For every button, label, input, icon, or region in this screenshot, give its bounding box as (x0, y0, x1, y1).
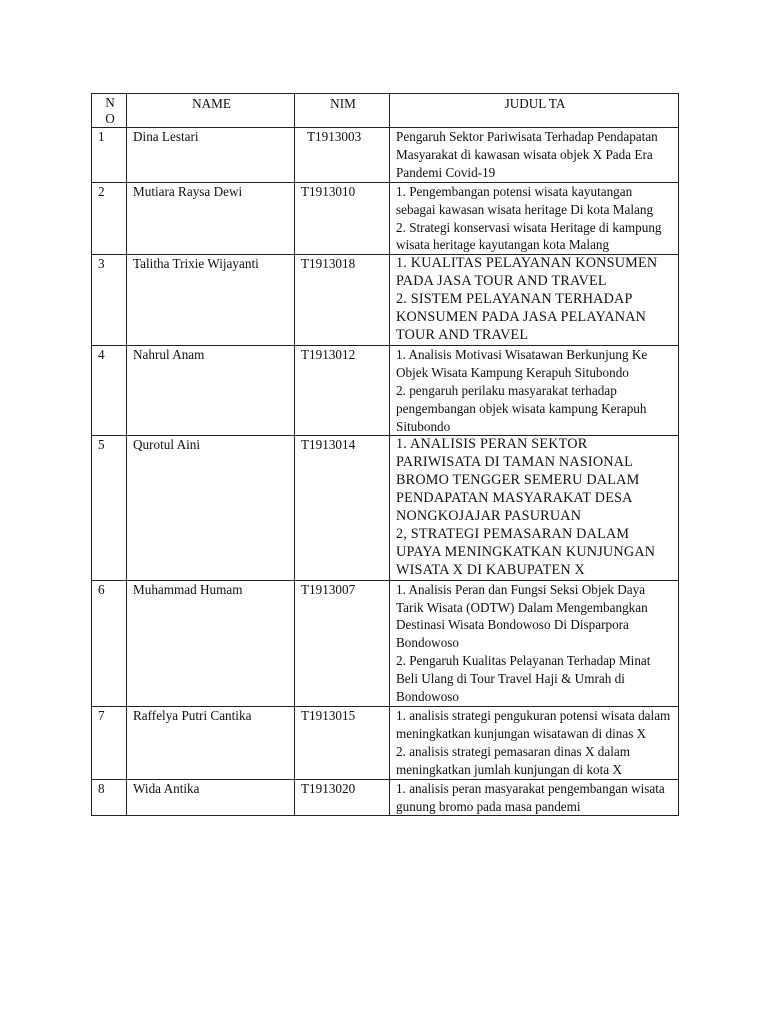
row-name: Mutiara Raysa Dewi (127, 182, 295, 255)
header-no-line2: O (105, 111, 115, 126)
title-item: 1. analisis strategi pengukuran potensi wisata dalam meningkatkan kunjungan wisatawan di dinas X (396, 708, 671, 741)
row-name: Wida Antika (127, 779, 295, 816)
table-row (92, 182, 679, 255)
title-item: 1. analisis peran masyarakat pengembangan wisata gunung bromo pada masa pandemi (396, 780, 665, 814)
row-title (390, 255, 679, 346)
row-name: Dina Lestari (127, 128, 295, 183)
row-nim: T1913007 (295, 580, 390, 706)
row-nim: T1913015 (295, 707, 390, 780)
row-nim: T1913018 (295, 255, 390, 346)
header-name: NAME (127, 94, 295, 128)
row-nim: T1913010 (295, 182, 390, 255)
row-title (390, 779, 679, 816)
row-title (390, 345, 679, 436)
title-item: 2. Pengaruh Kualitas Pelayanan Terhadap Minat Beli Ulang di Tour Travel Haji & Umrah di Bondowoso (396, 653, 651, 705)
row-no: 4 (92, 345, 127, 436)
table-row (92, 255, 679, 346)
table-row (92, 436, 679, 580)
header-no (92, 94, 127, 128)
title-item: 1. Analisis Peran dan Fungsi Seksi Objek Daya Tarik Wisata (ODTW) Dalam Mengembangkan Destinasi Wisata Bondowoso Di Disparpora Bondowoso (396, 581, 648, 651)
row-nim: T1913012 (295, 345, 390, 436)
title-item: 2. analisis strategi pemasaran dinas X dalam meningkatkan jumlah kunjungan di kota X (396, 743, 631, 777)
row-nim: T1913003 (295, 128, 390, 183)
table-row (92, 779, 679, 816)
title-item: Pengaruh Sektor Pariwisata Terhadap Pendapatan Masyarakat di kawasan wisata objek X Pada Era Pandemi Covid-19 (396, 129, 658, 180)
row-no: 7 (92, 707, 127, 780)
row-title (390, 580, 679, 706)
row-no: 6 (92, 580, 127, 706)
row-name: Nahrul Anam (127, 345, 295, 436)
header-judul: JUDUL TA (390, 94, 679, 128)
row-title (390, 707, 679, 780)
row-title (390, 128, 679, 183)
row-nim: T1913020 (295, 779, 390, 816)
title-item: 2. SISTEM PELAYANAN TERHADAP KONSUMEN PADA JASA PELAYANAN TOUR AND TRAVEL (396, 291, 647, 343)
title-item: 1. Pengembangan potensi wisata kayutangan sebagai kawasan wisata heritage Di kota Malang (396, 183, 654, 217)
header-no-line1: N (105, 95, 115, 110)
table-row (92, 345, 679, 436)
header-row (92, 94, 679, 128)
title-item: 2, STRATEGI PEMASARAN DALAM UPAYA MENINGKATKAN KUNJUNGAN WISATA X DI KABUPATEN X (396, 525, 656, 578)
row-name: Qurotul Aini (127, 436, 295, 580)
thesis-title-table (91, 93, 679, 816)
row-name: Muhammad Humam (127, 580, 295, 706)
table-row (92, 580, 679, 706)
table-row (92, 707, 679, 780)
row-title (390, 182, 679, 255)
header-nim: NIM (295, 94, 390, 128)
title-item: 1. ANALISIS PERAN SEKTOR PARIWISATA DI TAMAN NASIONAL BROMO TENGGER SEMERU DALAM PENDAPATAN MASYARAKAT DESA NONGKOJAJAR PASURUAN (396, 436, 640, 525)
title-item: 1. Analisis Motivasi Wisatawan Berkunjung Ke Objek Wisata Kampung Kerapuh Situbondo (396, 346, 648, 380)
row-name: Raffelya Putri Cantika (127, 707, 295, 780)
title-item: 2. Strategi konservasi wisata Heritage di kampung wisata heritage kayutangan kota Malang (396, 219, 662, 253)
table-row (92, 128, 679, 183)
title-item: 1. KUALITAS PELAYANAN KONSUMEN PADA JASA TOUR AND TRAVEL (396, 255, 658, 290)
row-title (390, 436, 679, 580)
row-no: 1 (92, 128, 127, 183)
row-nim: T1913014 (295, 436, 390, 580)
row-no: 8 (92, 779, 127, 816)
row-no: 5 (92, 436, 127, 580)
row-no: 2 (92, 182, 127, 255)
row-name: Talitha Trixie Wijayanti (127, 255, 295, 346)
row-no: 3 (92, 255, 127, 346)
title-item: 2. pengaruh perilaku masyarakat terhadap pengembangan objek wisata kampung Kerapuh Situbondo (396, 382, 647, 434)
